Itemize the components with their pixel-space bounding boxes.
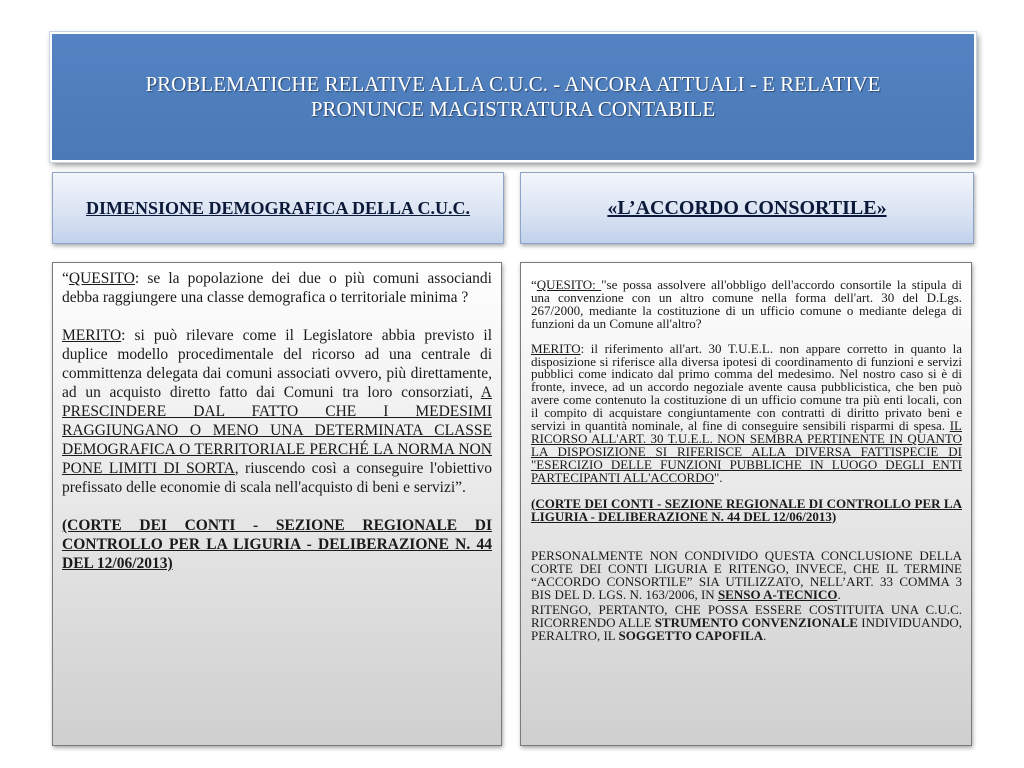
right-quesito-paragraph [531, 279, 962, 331]
left-quesito-label: QUESITO [68, 270, 135, 287]
left-column-header [52, 172, 504, 244]
left-merito-text: : si può rilevare come il Legislatore abbia previsto il duplice modello procedimentale del ricorso ad una centrale di committenza delegata dai comuni associati ovvero, più direttamente, ad un acquisto diretto fatto dai Comuni tra loro consorziati, [62, 327, 492, 401]
right-merito-emphasis: IL RICORSO ALL'ART. 30 T.U.E.L. NON SEMBRA PERTINENTE IN QUANTO LA DISPOSIZIONE SI RIFERISCE ALLA DIVERSA FATTISPECIE DI "ESERCIZIO DELLE FUNZIONI PUBBLICHE IN LUOGO DEGLI ENTI PARTECIPANTI ALL'ACCORDO [531, 418, 962, 485]
right-conclusion-paragraph [531, 604, 962, 643]
left-quesito-text: : se la popolazione dei due o più comuni associandi debba raggiungere una classe demografica o territoriale minima ? [62, 270, 492, 306]
left-merito-tail: , riuscendo così a conseguire l'obiettivo prefissato delle economie di scala nell'acquisto di beni e servizi”. [62, 460, 492, 496]
right-citation: (CORTE DEI CONTI - SEZIONE REGIONALE DI CONTROLLO PER LA LIGURIA - DELIBERAZIONE N. 44 DEL 12/06/2013) [531, 495, 962, 524]
right-quesito-text: "se possa assolvere all'obbligo dell'accordo consortile la stipula di una convenzione con un altro comune nella forma dell'art. 30 del D.Lgs. 267/2000, mediante la costituzione di un ufficio comune o mediante delega di funzioni da un Comune all'altro? [531, 277, 962, 331]
title-banner [50, 32, 976, 162]
right-merito-paragraph [531, 340, 962, 485]
left-quesito-paragraph [62, 269, 492, 307]
left-merito-paragraph [62, 326, 492, 497]
right-conclusion-a: RITENGO, PERTANTO, CHE POSSA ESSERE COSTITUITA UNA C.U.C. RICORRENDO ALLE [531, 602, 962, 630]
right-merito-text: : il riferimento all'art. 30 T.U.E.L. non appare corretto in quanto la disposizione si riferisce alla diversa ipotesi di coordinamento di funzioni e servizi pubblici come indicato dal primo comma del medesimo. Nel nostro caso si è di fronte, invece, ad un accordo negoziale avente causa pubblicistica, che ben può avere come contenuto la costituzione di un ufficio comune tra più enti locali, con il compito di acquistare congiuntamente con contratti di diritto privato beni e servizi in quantità nominale, al fine di conseguire sensibili risparmi di spesa. [531, 340, 962, 434]
left-quesito-quote: “ [62, 270, 69, 287]
right-conclusion-b: STRUMENTO CONVENZIONALE [654, 614, 858, 630]
right-opinion-text: PERSONALMENTE NON CONDIVIDO QUESTA CONCLUSIONE DELLA CORTE DEI CONTI LIGURIA E RITENGO, INVECE, CHE IL TERMINE “ACCORDO CONSORTILE” SIA UTILIZZATO, NELL’ART. 33 COMMA 3 BIS DEL D. LGS. N. 163/2006, IN [531, 548, 962, 603]
right-content-panel [520, 262, 972, 746]
left-content-panel [52, 262, 502, 746]
right-opinion-end: . [837, 587, 841, 603]
right-merito-tail: ". [714, 469, 723, 485]
left-header-text: DIMENSIONE DEMOGRAFICA DELLA C.U.C. [85, 197, 471, 218]
left-merito-label: MERITO [62, 327, 122, 344]
right-conclusion-c: INDIVIDUANDO, PERALTRO, IL [531, 614, 962, 643]
left-citation: (CORTE DEI CONTI - SEZIONE REGIONALE DI CONTROLLO PER LA LIGURIA - DELIBERAZIONE N. 44 DEL 12/06/2013) [62, 517, 492, 572]
right-conclusion-e: . [763, 627, 767, 643]
left-merito-emphasis: A PRESCINDERE DAL FATTO CHE I MEDESIMI RAGGIUNGANO O MENO UNA DETERMINATA CLASSE DEMOGRAFICA O TERRITORIALE PERCHÉ LA NORMA NON PONE LIMITI DI SORTA [62, 384, 492, 477]
right-merito-label: MERITO [531, 340, 581, 356]
right-quesito-quote: “ [531, 277, 537, 292]
right-opinion-paragraph [531, 550, 962, 602]
right-quesito-label: QUESITO: [536, 277, 602, 292]
slide-title: PROBLEMATICHE RELATIVE ALLA C.U.C. - ANCORA ATTUALI - E RELATIVE PRONUNCE MAGISTRATURA CONTABILE [145, 72, 881, 121]
right-opinion-emphasis: SENSO A-TECNICO [717, 587, 838, 603]
right-header-text: «L’ACCORDO CONSORTILE» [607, 196, 887, 219]
right-conclusion-d: SOGGETTO CAPOFILA [618, 627, 764, 643]
right-column-header [520, 172, 974, 244]
